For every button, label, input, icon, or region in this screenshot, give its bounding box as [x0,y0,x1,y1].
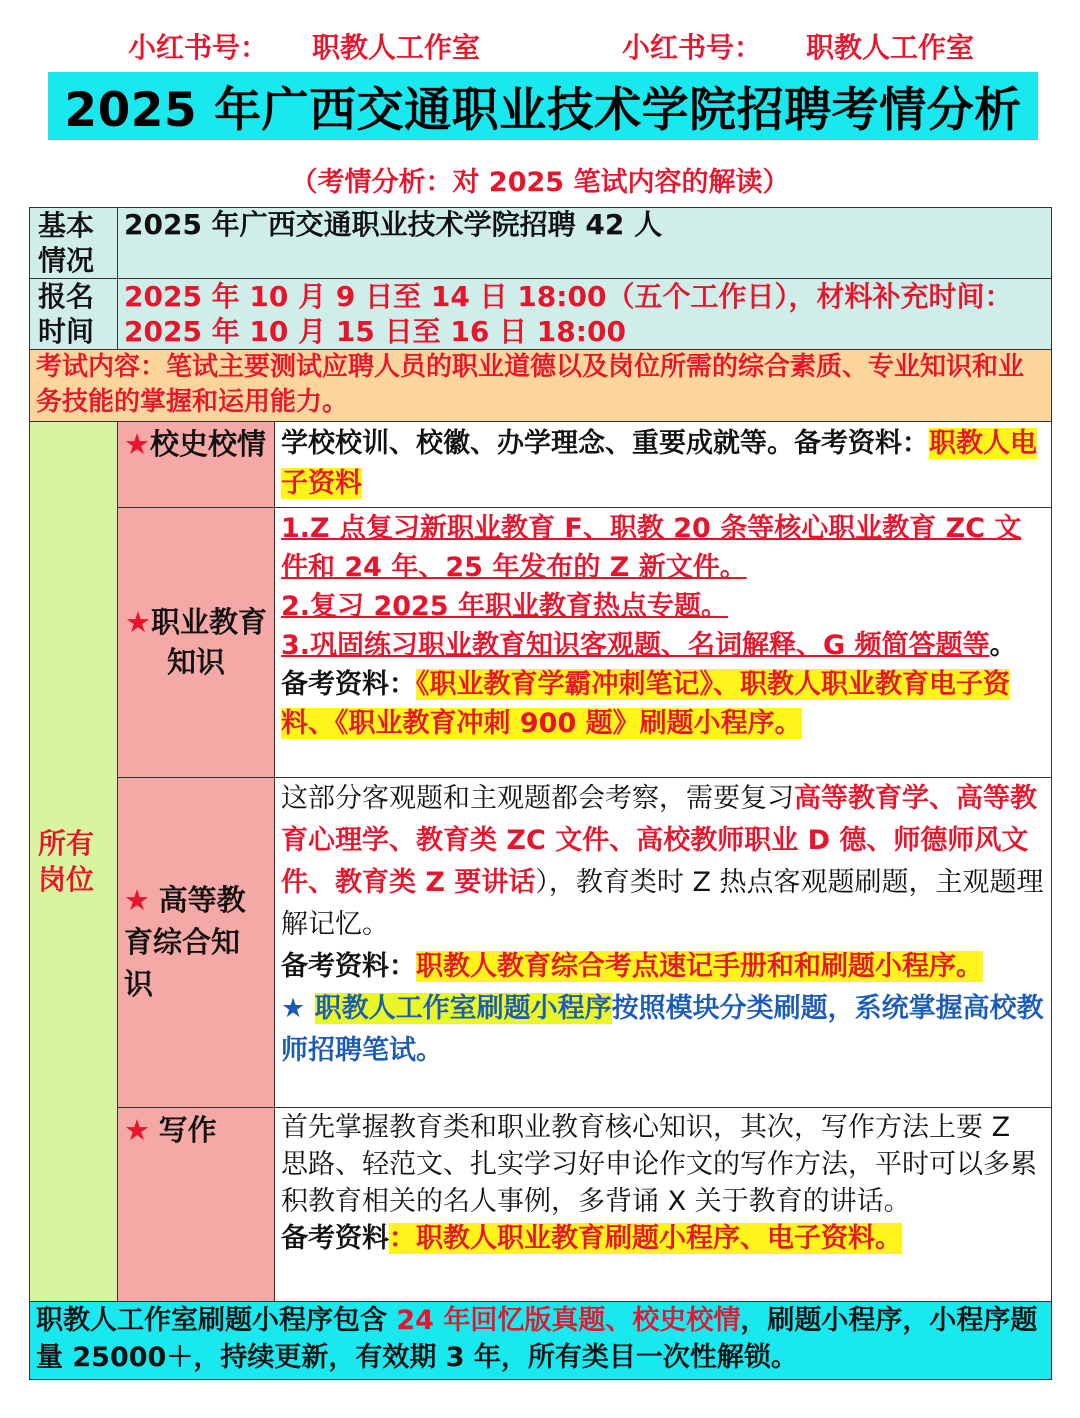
writing-material-text: ：职教人职业教育刷题小程序、电子资料。 [389,1223,902,1254]
vocational-row [30,508,1052,778]
higher-education-row [30,778,1052,1108]
writing-category [118,1108,275,1302]
analysis-table [29,207,1052,1380]
writing-text: 首先掌握教育类和职业教育核心知识，其次，写作方法上要 Z 思路、轻范文、扎实学习好申论作文的写作方法，平时可以多累积教育相关的名人事例，多背诵 X 关于教育的讲话。 [281,1112,1037,1217]
school-history-material: 职教人电子资料 [281,428,1037,499]
xiaohongshu-handle [622,26,974,66]
tip-rest: 按照模块分类刷题，系统掌握高校教师招聘笔试。 [281,993,1044,1066]
school-history-text: 学校校训、校徽、办学理念、重要成就等。备考资料： [281,428,929,459]
page-subtitle: （考情分析：对 2025 笔试内容的解读） [290,167,790,198]
vocational-material-text: 《职业教育学霸冲刺笔记》、职教人职业教育电子资料、《职业教育冲刺 900 题》刷题小程序。 [281,669,1010,739]
school-history-content [275,422,1052,508]
material-label: 备考资料 [281,1223,389,1254]
footer-part-1: 职教人工作室刷题小程序包含 [36,1305,387,1336]
school-history-category [118,422,275,508]
handle-label: 小红书号： [128,31,269,64]
higher-intro: 这部分客观题和主观题都会考察，需要复习 [281,783,794,814]
star-icon: ★ [124,427,150,461]
writing-row [30,1108,1052,1302]
basic-info-value: 2025 年广西交通职业技术学院招聘 42 人 [118,208,1052,279]
handle-name: 职教人工作室 [312,31,481,64]
vocational-content [275,508,1052,778]
higher-material-text: 职教人教育综合考点速记手册和和刷题小程序。 [416,951,983,982]
writing-content [275,1108,1052,1302]
registration-row [30,279,1052,350]
vocational-point-3: 3.巩固练习职业教育知识客观题、名词解释、G 频简答题等 [281,630,990,661]
star-icon: ★ [281,993,306,1024]
vocational-point-1: 1.Z 点复习新职业教育 F、职教 20 条等核心职业教育 ZC 文件和 24 年、25 年发布的 Z 新文件。 [281,513,1022,583]
vocational-category [118,508,275,778]
basic-info-label: 基本情况 [30,208,118,279]
higher-education-category [118,778,275,1108]
footer-row [30,1302,1052,1380]
higher-topics: 高等教育学、高等教育心理学、教育类 ZC 文件、高校教师职业 D 德、师德师风文件、教育类 Z 要讲话 [281,783,1037,898]
star-icon: ★ [124,1113,150,1147]
page-title: 2025 年广西交通职业技术学院招聘考情分析 [48,72,1038,140]
footer-note [30,1302,1052,1380]
vocational-material [281,665,1045,743]
category-title: 高等教育综合知识 [124,882,246,1001]
exam-content-row [30,350,1052,422]
footer-part-2: ，刷题小程序，小程序题量 25000＋，持续更新，有效期 3 年，所有类目一次性解锁。 [36,1305,1038,1373]
star-icon: ★ [124,882,150,917]
category-title: 校史校情 [150,427,267,461]
higher-rest: ），教育类时 Z 热点客观题刷题，主观题理解记忆。 [281,867,1044,940]
all-positions-label: 所有岗位 [30,422,118,1302]
exam-content: 考试内容：笔试主要测试应聘人员的职业道德以及岗位所需的综合素质、专业知识和业务技能的掌握和运用能力。 [30,350,1052,422]
handle-label: 小红书号： [622,31,763,64]
higher-education-content [275,778,1052,1108]
handle-row [0,26,1080,70]
material-label: 备考资料： [281,951,416,982]
higher-education-desc [281,778,1045,946]
registration-label: 报名时间 [30,279,118,350]
writing-material [281,1220,1045,1257]
basic-info-row [30,208,1052,279]
school-history-row [30,422,1052,508]
registration-time [118,279,1052,350]
tip-highlight: 职教人工作室刷题小程序 [314,993,612,1024]
category-title: 职业教育知识 [150,604,267,679]
category-title: 写作 [158,1113,217,1147]
vocational-point-3-wrap [281,626,1045,665]
higher-education-tip [281,988,1045,1072]
registration-line-1: 2025 年 10 月 9 日至 14 日 18:00（五个工作日），材料补充时间： [124,280,1013,313]
material-label: 备考资料： [281,669,416,700]
registration-line-2: 2025 年 10 月 15 日至 16 日 18:00 [124,315,626,348]
star-icon: ★ [124,604,151,639]
footer-red: 24 年回忆版真题、校史校情 [387,1305,741,1336]
xiaohongshu-handle [128,26,480,66]
handle-name: 职教人工作室 [806,31,975,64]
vocational-point-end: 。 [989,630,1017,661]
vocational-point-2: 2.复习 2025 年职业教育热点专题。 [281,591,728,622]
higher-education-material [281,946,1045,988]
